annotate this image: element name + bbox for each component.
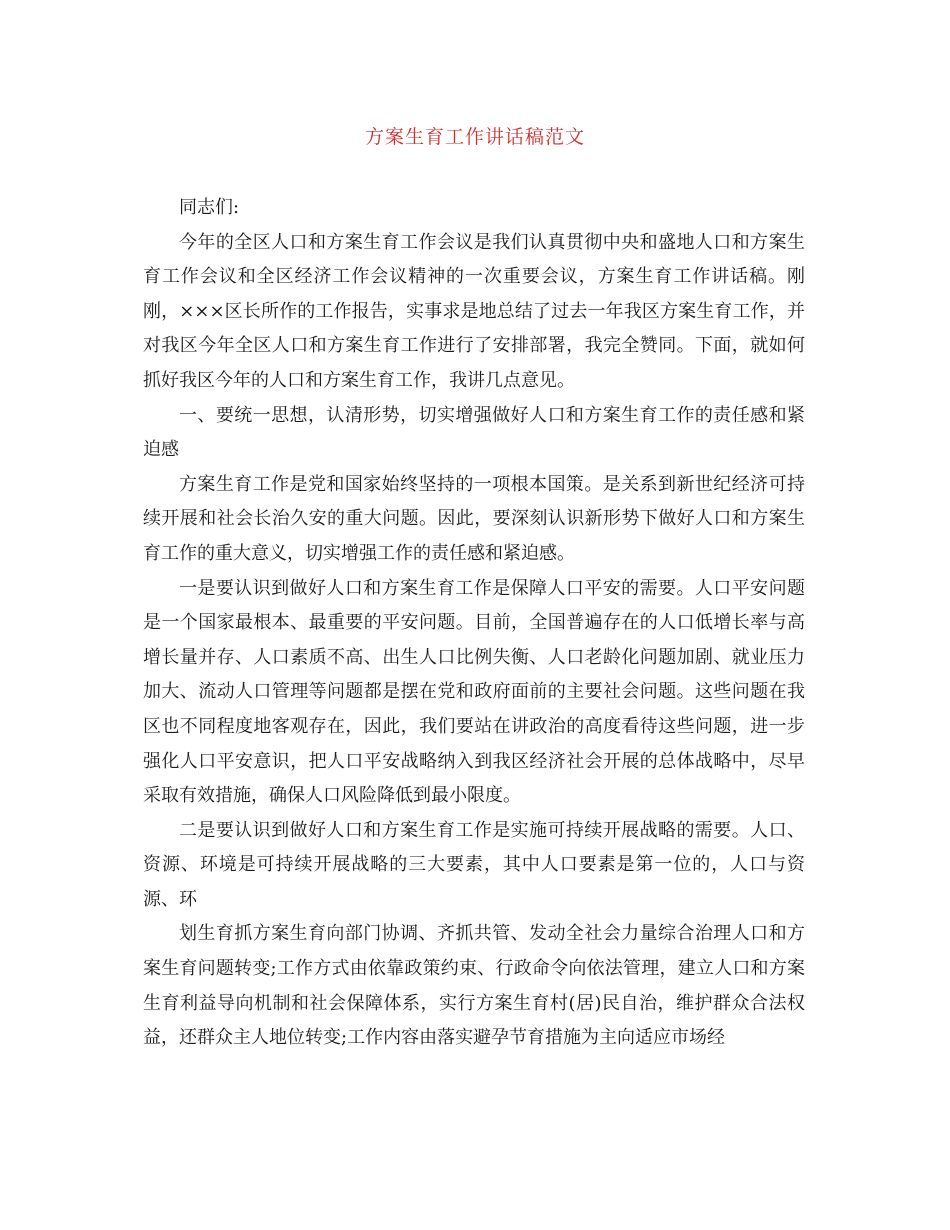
body-paragraph: 今年的全区人口和方案生育工作会议是我们认真贯彻中央和盛地人口和方案生育工作会议和全区经济工作会议精神的一次重要会议，方案生育工作讲话稿。刚刚，×××区长所作的工作报告，实事求是地总结了过去一年我区方案生育工作，并对我区今年全区人口和方案生育工作进行了安排部署，我完全赞同。下面，就如何抓好我区今年的人口和方案生育工作，我讲几点意见。 — [143, 231, 805, 391]
body-paragraph: 方案生育工作是党和国家始终坚持的一项根本国策。是关系到新世纪经济可持续开展和社会长治久安的重大问题。因此，要深刻认识新形势下做好人口和方案生育工作的重大意义，切实增强工作的责任感和紧迫感。 — [143, 473, 805, 564]
section-heading-paragraph: 一、要统一思想，认清形势，切实增强做好人口和方案生育工作的责任感和紧迫感 — [143, 404, 805, 461]
document-title: 方案生育工作讲话稿范文 — [364, 126, 585, 148]
body-paragraph: 一是要认识到做好人口和方案生育工作是保障人口平安的需要。人口平安问题是一个国家最根本、最重要的平安问题。目前，全国普遍存在的人口低增长率与高增长量并存、人口素质不高、出生人口比例失衡、人口老龄化问题加剧、就业压力加大、流动人口管理等问题都是摆在党和政府面前的主要社会问题。这些问题在我区也不同程度地客观存在，因此，我们要站在讲政治的高度看待这些问题，进一步强化人口平安意识，把人口平安战略纳入到我区经济社会开展的总体战略中，尽早采取有效措施，确保人口风险降低到最小限度。 — [143, 577, 805, 807]
body-paragraph: 二是要认识到做好人口和方案生育工作是实施可持续开展战略的需要。人口、资源、环境是可持续开展战略的三大要素，其中人口要素是第一位的，人口与资源、环 — [143, 819, 805, 910]
body-paragraph: 划生育抓方案生育向部门协调、齐抓共管、发动全社会力量综合治理人口和方案生育问题转变;工作方式由依靠政策约束、行政命令向依法管理，建立人口和方案生育利益导向机制和社会保障体系，实行方案生育村(居)民自治，维护群众合法权益，还群众主人地位转变;工作内容由落实避孕节育措施为主向适应市场经 — [143, 923, 805, 1049]
document-body — [143, 191, 805, 1056]
salutation-paragraph: 同志们: — [179, 197, 240, 218]
